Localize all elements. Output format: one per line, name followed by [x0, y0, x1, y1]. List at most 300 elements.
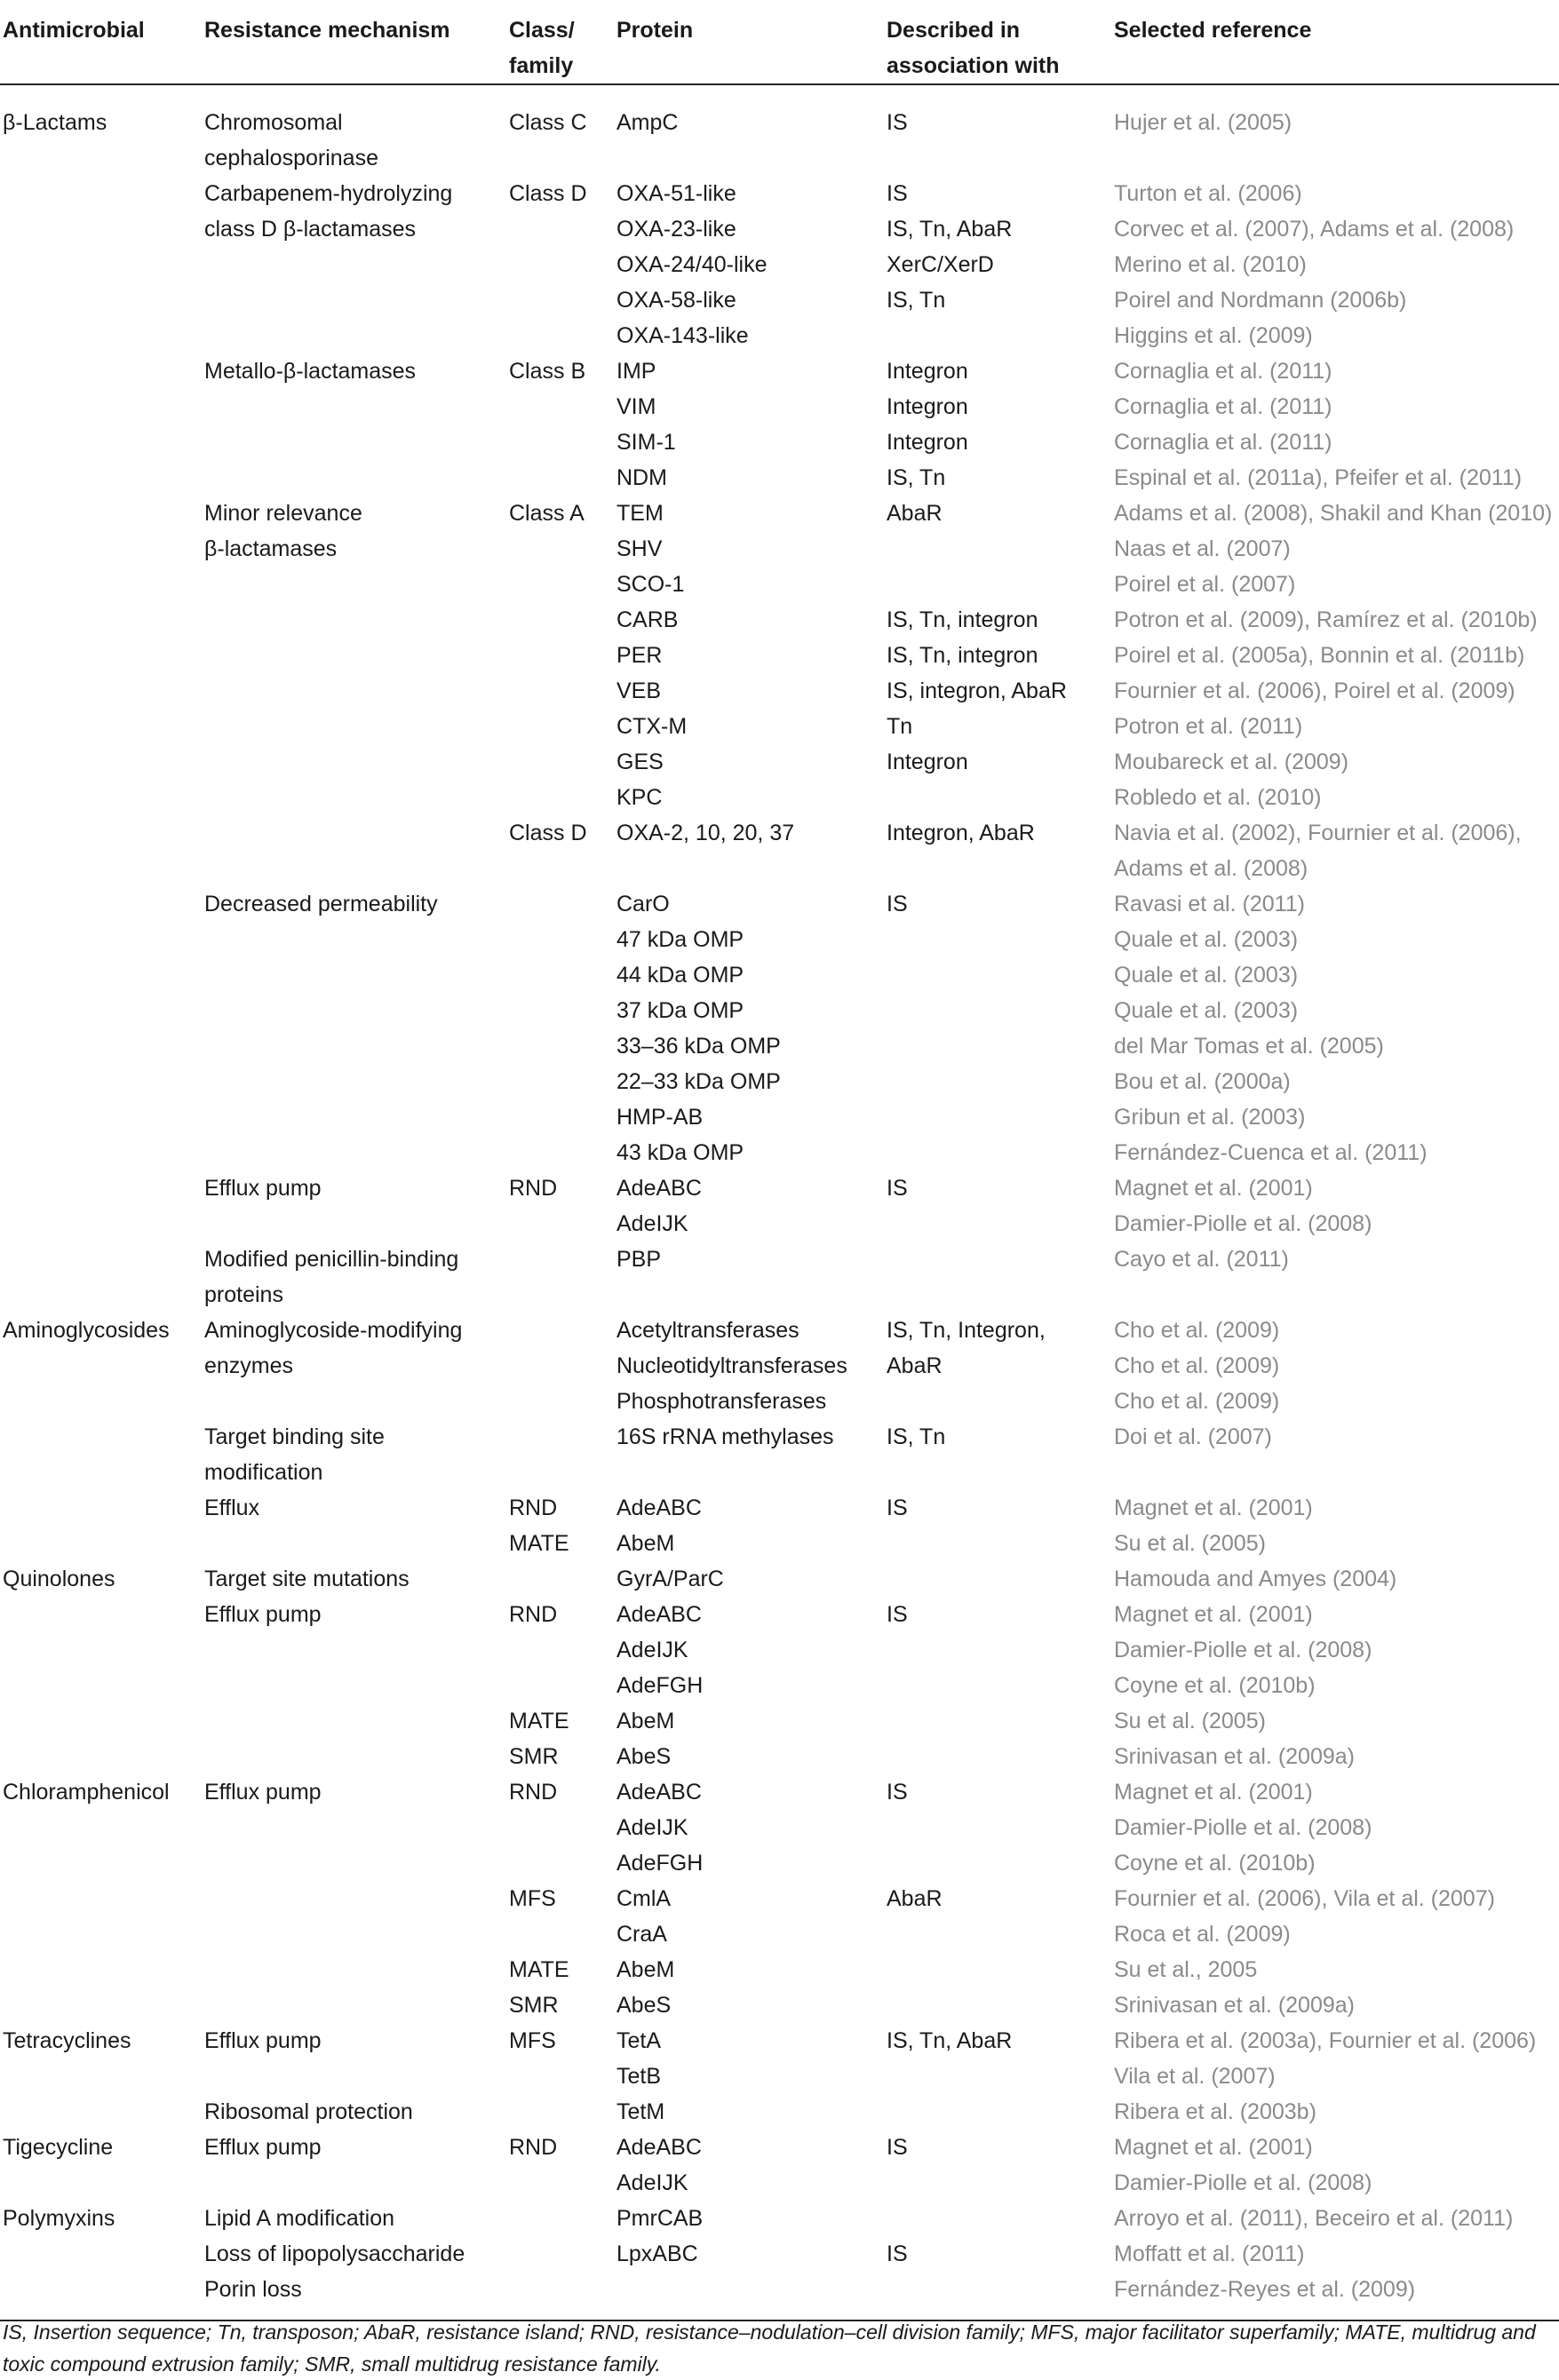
cell-reference: Hamouda and Amyes (2004): [1114, 1567, 1397, 1591]
cell-class-family: MATE: [509, 1957, 569, 1982]
cell-antimicrobial: [0, 211, 204, 247]
header-row: [0, 0, 1559, 84]
cell-antimicrobial: [0, 1135, 204, 1170]
cell-reference: Adams et al. (2008), Shakil and Khan (2010): [1114, 501, 1553, 526]
cell-class-family: [509, 1455, 616, 1490]
cell-reference: Merino et al. (2010): [1114, 252, 1307, 277]
table-row: [0, 922, 1559, 957]
table-row: [0, 1810, 1559, 1845]
cell-class-family: [509, 2201, 616, 2236]
table-row: [0, 602, 1559, 638]
cell-reference: Fernández-Cuenca et al. (2011): [1114, 1140, 1428, 1165]
cell-reference: Quale et al. (2003): [1114, 963, 1299, 988]
cell-association: IS: [887, 110, 908, 135]
cell-class-family: [509, 673, 616, 709]
cell-reference: Bou et al. (2000a): [1114, 1069, 1291, 1094]
cell-association: [887, 1632, 1114, 1668]
cell-reference: Damier-Piolle et al. (2008): [1114, 1638, 1372, 1662]
cell-class-family: [509, 1810, 616, 1845]
cell-class-family: RND: [509, 1495, 558, 1520]
cell-class-family: SMR: [509, 1744, 559, 1769]
cell-antimicrobial: [0, 957, 204, 993]
cell-mechanism: [204, 282, 509, 318]
cell-antimicrobial: [0, 993, 204, 1028]
table-row: [0, 1455, 1559, 1490]
cell-protein: 44 kDa OMP: [616, 963, 744, 988]
cell-association: [887, 1668, 1114, 1703]
cell-class-family: [509, 744, 616, 780]
table-row: [0, 638, 1559, 673]
cell-reference: Cho et al. (2009): [1114, 1389, 1280, 1414]
cell-class-family: Class A: [509, 501, 585, 526]
cell-association: IS, Tn: [887, 288, 946, 313]
cell-reference: Cornaglia et al. (2011): [1114, 430, 1332, 455]
cell-antimicrobial: [0, 1028, 204, 1064]
cell-antimicrobial: [0, 1348, 204, 1384]
cell-reference: Potron et al. (2011): [1114, 714, 1303, 739]
cell-mechanism: [204, 318, 509, 353]
table-row: [0, 353, 1559, 389]
cell-reference: Moffatt et al. (2011): [1114, 2241, 1305, 2266]
cell-association: IS, Tn, integron: [887, 607, 1038, 632]
cell-antimicrobial: [0, 1526, 204, 1561]
cell-mechanism: [204, 389, 509, 424]
table-row: [0, 282, 1559, 318]
cell-protein: AdeABC: [616, 1176, 702, 1201]
cell-antimicrobial: [0, 922, 204, 957]
cell-mechanism: [204, 1099, 509, 1135]
cell-protein: [616, 140, 887, 176]
cell-reference: Hujer et al. (2005): [1114, 110, 1293, 135]
cell-association: [887, 993, 1114, 1028]
cell-protein: NDM: [616, 465, 667, 490]
cell-class-family: [509, 318, 616, 353]
cell-mechanism: Efflux pump: [204, 1176, 322, 1201]
cell-mechanism: Efflux pump: [204, 2028, 322, 2053]
cell-antimicrobial: [0, 1845, 204, 1881]
cell-class-family: MFS: [509, 2028, 556, 2053]
cell-antimicrobial: [0, 1597, 204, 1632]
cell-association: [887, 1916, 1114, 1952]
cell-class-family: [509, 567, 616, 602]
table-row: [0, 84, 1559, 140]
cell-association: [887, 1739, 1114, 1774]
cell-reference: Arroyo et al. (2011), Beceiro et al. (2011): [1114, 2206, 1514, 2231]
cell-mechanism: Porin loss: [204, 2277, 302, 2302]
cell-association: [887, 851, 1114, 886]
cell-mechanism: Metallo-β-lactamases: [204, 359, 417, 384]
cell-antimicrobial: [0, 638, 204, 673]
cell-association: [887, 957, 1114, 993]
cell-reference: Fournier et al. (2006), Poirel et al. (2009): [1114, 678, 1515, 703]
cell-association: [887, 1845, 1114, 1881]
cell-protein: PmrCAB: [616, 2206, 704, 2231]
cell-antimicrobial: Quinolones: [3, 1567, 115, 1591]
cell-protein: SHV: [616, 536, 663, 561]
cell-protein: LpxABC: [616, 2241, 698, 2266]
table-row: [0, 389, 1559, 424]
cell-reference: Gribun et al. (2003): [1114, 1105, 1306, 1130]
cell-association: [887, 2272, 1114, 2320]
header-class-family: Class/ family: [509, 18, 575, 78]
cell-mechanism: class D β-lactamases: [204, 217, 417, 242]
cell-reference: Coyne et al. (2010b): [1114, 1851, 1316, 1876]
cell-association: [887, 1810, 1114, 1845]
cell-antimicrobial: [0, 424, 204, 460]
cell-class-family: [509, 1135, 616, 1170]
cell-association: [887, 567, 1114, 602]
cell-protein: AbeM: [616, 1957, 675, 1982]
cell-protein: OXA-24/40-like: [616, 252, 768, 277]
cell-antimicrobial: [0, 1455, 204, 1490]
cell-protein: PER: [616, 643, 663, 668]
cell-reference: Su et al., 2005: [1114, 1957, 1258, 1982]
cell-antimicrobial: [0, 2236, 204, 2272]
cell-reference: Espinal et al. (2011a), Pfeifer et al. (2011): [1114, 465, 1523, 490]
cell-protein: AdeIJK: [616, 1815, 688, 1840]
table-header: [0, 0, 1559, 84]
cell-class-family: RND: [509, 1176, 558, 1201]
table-row: [0, 2059, 1559, 2094]
cell-association: [887, 1099, 1114, 1135]
cell-class-family: [509, 1242, 616, 1277]
table-body: [0, 84, 1559, 2320]
cell-association: Tn: [887, 714, 913, 739]
cell-mechanism: [204, 1135, 509, 1170]
cell-reference: Naas et al. (2007): [1114, 536, 1291, 561]
cell-antimicrobial: Tigecycline: [3, 2135, 114, 2160]
cell-mechanism: [204, 744, 509, 780]
cell-protein: 47 kDa OMP: [616, 927, 744, 952]
cell-association: IS: [887, 892, 908, 916]
cell-reference: Higgins et al. (2009): [1114, 323, 1313, 348]
cell-protein: [616, 2272, 887, 2320]
cell-protein: CarO: [616, 892, 670, 916]
cell-mechanism: Decreased permeability: [204, 892, 438, 916]
table-row: [0, 1916, 1559, 1952]
cell-protein: OXA-2, 10, 20, 37: [616, 821, 795, 845]
cell-mechanism: Efflux pump: [204, 1780, 322, 1805]
cell-protein: AdeABC: [616, 1495, 702, 1520]
table-row: [0, 1099, 1559, 1135]
cell-association: [887, 2165, 1114, 2201]
cell-reference: Potron et al. (2009), Ramírez et al. (2010b): [1114, 607, 1538, 632]
table-row: [0, 1632, 1559, 1668]
cell-reference: Moubareck et al. (2009): [1114, 750, 1349, 774]
cell-antimicrobial: [0, 886, 204, 922]
cell-protein: OXA-58-like: [616, 288, 736, 313]
cell-association: Integron: [887, 359, 968, 384]
cell-protein: OXA-143-like: [616, 323, 749, 348]
cell-association: [887, 1952, 1114, 1987]
cell-class-family: [509, 1384, 616, 1419]
cell-mechanism: Carbapenem-hydrolyzing: [204, 181, 453, 206]
cell-reference: Ribera et al. (2003a), Fournier et al. (2006): [1114, 2028, 1537, 2053]
table-row: [0, 567, 1559, 602]
cell-protein: OXA-51-like: [616, 181, 736, 206]
table-row: [0, 1170, 1559, 1206]
cell-antimicrobial: [0, 1703, 204, 1739]
cell-antimicrobial: [0, 1064, 204, 1099]
table-row: [0, 1561, 1559, 1597]
cell-association: IS: [887, 181, 908, 206]
cell-protein: PBP: [616, 1247, 662, 1272]
cell-protein: [616, 851, 887, 886]
cell-mechanism: [204, 2165, 509, 2201]
cell-protein: AdeABC: [616, 1780, 702, 1805]
cell-reference: Coyne et al. (2010b): [1114, 1673, 1316, 1698]
cell-mechanism: [204, 247, 509, 282]
table-row: [0, 1952, 1559, 1987]
header-antimicrobial: Antimicrobial: [3, 18, 145, 43]
cell-mechanism: [204, 638, 509, 673]
cell-mechanism: [204, 815, 509, 851]
cell-antimicrobial: [0, 1952, 204, 1987]
cell-class-family: [509, 2094, 616, 2130]
cell-antimicrobial: [0, 460, 204, 496]
cell-class-family: [509, 1028, 616, 1064]
cell-protein: Nucleotidyltransferases: [616, 1353, 847, 1378]
cell-class-family: [509, 424, 616, 460]
cell-protein: OXA-23-like: [616, 217, 736, 242]
cell-mechanism: [204, 1384, 509, 1419]
cell-mechanism: [204, 2059, 509, 2094]
cell-association: IS: [887, 1495, 908, 1520]
cell-reference: Corvec et al. (2007), Adams et al. (2008): [1114, 217, 1515, 242]
table-row: [0, 247, 1559, 282]
table-row: [0, 1881, 1559, 1916]
table-footnote: IS, Insertion sequence; Tn, transposon; AbaR, resistance island; RND, resistance–nodulation–cell division family; MFS, major facilitator superfamily; MATE, multidrug and toxic compound extrusion family; SMR, small multidrug resistance family.: [3, 2320, 1536, 2376]
cell-mechanism: [204, 567, 509, 602]
cell-class-family: RND: [509, 1780, 558, 1805]
table-row: [0, 2094, 1559, 2130]
header-mechanism: Resistance mechanism: [204, 18, 450, 43]
cell-mechanism: Target binding site: [204, 1424, 385, 1449]
cell-antimicrobial: [0, 709, 204, 744]
cell-association: Integron, AbaR: [887, 821, 1035, 845]
cell-class-family: [509, 211, 616, 247]
cell-reference: Magnet et al. (2001): [1114, 2135, 1313, 2160]
cell-protein: CARB: [616, 607, 679, 632]
cell-antimicrobial: [0, 1987, 204, 2023]
cell-antimicrobial: [0, 282, 204, 318]
cell-antimicrobial: β-Lactams: [3, 110, 107, 135]
table-row: [0, 993, 1559, 1028]
cell-reference: Su et al. (2005): [1114, 1531, 1266, 1556]
cell-protein: VEB: [616, 678, 662, 703]
cell-class-family: MATE: [509, 1709, 569, 1733]
cell-mechanism: [204, 1668, 509, 1703]
table-row: [0, 424, 1559, 460]
cell-mechanism: [204, 922, 509, 957]
cell-class-family: [509, 1277, 616, 1313]
cell-protein: Phosphotransferases: [616, 1389, 827, 1414]
cell-reference: Poirel et al. (2005a), Bonnin et al. (2011b): [1114, 643, 1525, 668]
cell-association: [887, 531, 1114, 567]
table-row: [0, 318, 1559, 353]
cell-association: [887, 2094, 1114, 2130]
cell-mechanism: Efflux: [204, 1495, 260, 1520]
cell-antimicrobial: [0, 318, 204, 353]
cell-protein: AdeABC: [616, 1602, 702, 1627]
cell-association: IS, Tn: [887, 1424, 946, 1449]
cell-association: IS, Tn, integron: [887, 643, 1038, 668]
cell-mechanism: [204, 1028, 509, 1064]
table-row: [0, 1313, 1559, 1348]
table-row: [0, 886, 1559, 922]
cell-class-family: [509, 2059, 616, 2094]
cell-association: IS: [887, 1780, 908, 1805]
cell-reference: [1114, 1277, 1559, 1313]
table-row: [0, 1774, 1559, 1810]
cell-mechanism: [204, 424, 509, 460]
cell-antimicrobial: Tetracyclines: [3, 2028, 131, 2053]
cell-class-family: MFS: [509, 1886, 556, 1911]
cell-class-family: [509, 282, 616, 318]
table-row: [0, 2023, 1559, 2059]
cell-mechanism: [204, 851, 509, 886]
cell-class-family: [509, 140, 616, 176]
cell-reference: Robledo et al. (2010): [1114, 785, 1322, 810]
table-row: [0, 2165, 1559, 2201]
cell-reference: Srinivasan et al. (2009a): [1114, 1993, 1355, 2018]
cell-reference: Quale et al. (2003): [1114, 998, 1299, 1023]
cell-class-family: Class B: [509, 359, 586, 384]
cell-association: [887, 1028, 1114, 1064]
cell-reference: Srinivasan et al. (2009a): [1114, 1744, 1355, 1769]
table-row: [0, 1242, 1559, 1277]
table-row: [0, 815, 1559, 851]
cell-reference: Magnet et al. (2001): [1114, 1176, 1313, 1201]
cell-protein: 33–36 kDa OMP: [616, 1034, 781, 1059]
table-row: [0, 1668, 1559, 1703]
cell-mechanism: Minor relevance: [204, 501, 362, 526]
cell-protein: AdeABC: [616, 2135, 702, 2160]
cell-antimicrobial: [0, 1170, 204, 1206]
table-row: [0, 673, 1559, 709]
cell-antimicrobial: [0, 1099, 204, 1135]
cell-protein: CraA: [616, 1922, 667, 1947]
cell-antimicrobial: [0, 1490, 204, 1526]
cell-antimicrobial: [0, 1419, 204, 1455]
cell-class-family: MATE: [509, 1531, 569, 1556]
cell-protein: TEM: [616, 501, 664, 526]
cell-class-family: SMR: [509, 1993, 559, 2018]
cell-association: IS: [887, 2135, 908, 2160]
cell-class-family: [509, 531, 616, 567]
cell-protein: GyrA/ParC: [616, 1567, 724, 1591]
cell-reference: Ravasi et al. (2011): [1114, 892, 1305, 916]
cell-class-family: [509, 993, 616, 1028]
cell-mechanism: Efflux pump: [204, 2135, 322, 2160]
cell-protein: VIM: [616, 394, 656, 419]
cell-class-family: [509, 1632, 616, 1668]
cell-class-family: Class C: [509, 110, 587, 135]
cell-mechanism: Efflux pump: [204, 1602, 322, 1627]
cell-reference: Poirel et al. (2007): [1114, 572, 1296, 597]
table-row: [0, 1490, 1559, 1526]
cell-mechanism: Ribosomal protection: [204, 2099, 413, 2124]
cell-association: AbaR: [887, 1353, 943, 1378]
header-reference: Selected reference: [1114, 18, 1312, 43]
cell-reference: [1114, 1455, 1559, 1490]
cell-protein: CTX-M: [616, 714, 688, 739]
cell-antimicrobial: [0, 1206, 204, 1242]
cell-mechanism: [204, 1632, 509, 1668]
cell-antimicrobial: [0, 1916, 204, 1952]
cell-reference: Damier-Piolle et al. (2008): [1114, 2170, 1372, 2195]
table-row: [0, 176, 1559, 211]
cell-mechanism: Modified penicillin-binding: [204, 1247, 459, 1272]
cell-protein: AdeIJK: [616, 2170, 688, 2195]
table-row: [0, 1384, 1559, 1419]
table-row: [0, 531, 1559, 567]
cell-association: [887, 1242, 1114, 1277]
cell-mechanism: [204, 1739, 509, 1774]
cell-class-family: [509, 1206, 616, 1242]
table-row: [0, 780, 1559, 815]
cell-mechanism: [204, 1845, 509, 1881]
cell-class-family: RND: [509, 1602, 558, 1627]
cell-class-family: [509, 460, 616, 496]
cell-reference: Fournier et al. (2006), Vila et al. (2007): [1114, 1886, 1495, 1911]
cell-association: IS: [887, 2241, 908, 2266]
cell-mechanism: [204, 1064, 509, 1099]
cell-association: [887, 1987, 1114, 2023]
cell-protein: AbeM: [616, 1531, 675, 1556]
table-row: [0, 2272, 1559, 2320]
cell-association: IS, Tn, Integron,: [887, 1318, 1046, 1343]
cell-reference: Adams et al. (2008): [1114, 856, 1308, 881]
cell-reference: [1114, 140, 1559, 176]
header-protein: Protein: [616, 18, 694, 43]
cell-reference: Doi et al. (2007): [1114, 1424, 1272, 1449]
cell-antimicrobial: [0, 2059, 204, 2094]
cell-reference: Quale et al. (2003): [1114, 927, 1299, 952]
cell-association: [887, 1455, 1114, 1490]
cell-antimicrobial: [0, 744, 204, 780]
cell-reference: Magnet et al. (2001): [1114, 1602, 1313, 1627]
cell-antimicrobial: [0, 389, 204, 424]
cell-association: [887, 1561, 1114, 1597]
cell-antimicrobial: [0, 353, 204, 389]
cell-antimicrobial: [0, 815, 204, 851]
table-row: [0, 460, 1559, 496]
table-row: [0, 1135, 1559, 1170]
cell-protein: IMP: [616, 359, 656, 384]
cell-mechanism: [204, 673, 509, 709]
table-row: [0, 957, 1559, 993]
cell-antimicrobial: [0, 247, 204, 282]
cell-protein: Acetyltransferases: [616, 1318, 799, 1343]
cell-mechanism: [204, 1881, 509, 1916]
cell-association: Integron: [887, 394, 968, 419]
cell-antimicrobial: [0, 1810, 204, 1845]
cell-mechanism: β-lactamases: [204, 536, 338, 561]
cell-mechanism: [204, 1952, 509, 1987]
cell-class-family: [509, 389, 616, 424]
cell-reference: Cornaglia et al. (2011): [1114, 394, 1332, 419]
cell-class-family: [509, 1668, 616, 1703]
cell-protein: 43 kDa OMP: [616, 1140, 744, 1165]
table-row: [0, 140, 1559, 176]
cell-association: IS: [887, 1176, 908, 1201]
cell-antimicrobial: [0, 1739, 204, 1774]
cell-reference: Cornaglia et al. (2011): [1114, 359, 1332, 384]
table-row: [0, 1064, 1559, 1099]
cell-antimicrobial: [0, 1242, 204, 1277]
cell-antimicrobial: [0, 140, 204, 176]
